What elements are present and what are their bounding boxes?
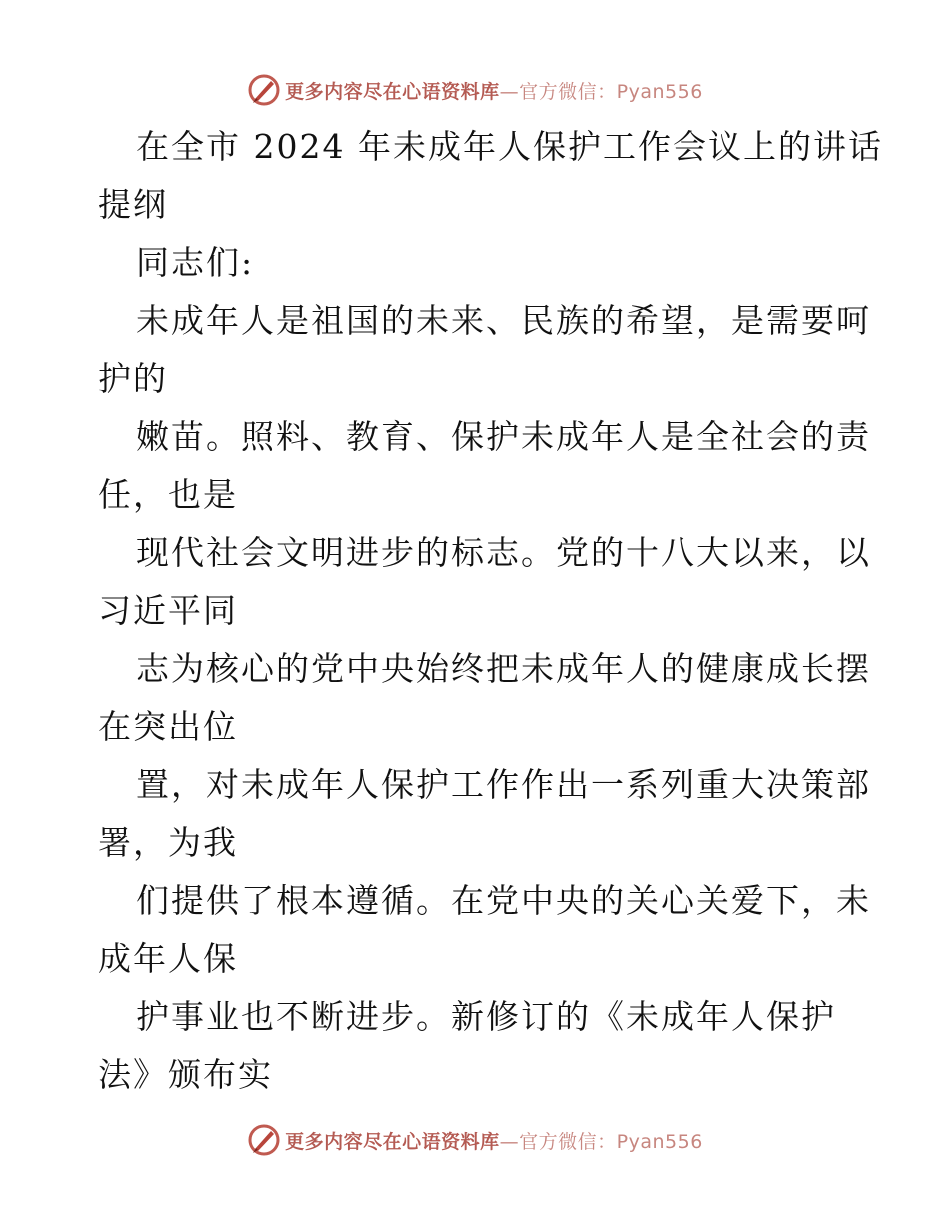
document-line: 护事业也不断进步。新修订的《未成年人保护 — [136, 997, 836, 1036]
document-line: 嫩苗。照料、教育、保护未成年人是全社会的责 — [136, 417, 871, 456]
document-line: 未成年人是祖国的未来、民族的希望，是需要呵 — [136, 301, 871, 340]
document-line: 在全市 2024 年未成年人保护工作会议上的讲话 — [136, 127, 883, 166]
header-brand: 更多内容尽在心语资料库 — [285, 80, 500, 103]
quill-logo-icon — [247, 1123, 281, 1157]
document-line: 置，对未成年人保护工作作出一系列重大决策部 — [136, 765, 871, 804]
document-line: 成年人保 — [98, 939, 238, 978]
document-line: 法》颁布实 — [98, 1055, 273, 1094]
document-line: 志为核心的党中央始终把未成年人的健康成长摆 — [136, 649, 871, 688]
quill-logo-icon — [247, 73, 281, 107]
document-line: 在突出位 — [98, 707, 238, 746]
document-line: 现代社会文明进步的标志。党的十八大以来，以 — [136, 533, 871, 572]
footer-banner-text — [285, 1127, 703, 1154]
footer-banner — [0, 1120, 950, 1160]
document-line: 任，也是 — [98, 475, 238, 514]
document-line: 们提供了根本遵循。在党中央的关心关爱下，未 — [136, 881, 871, 920]
header-banner-text — [285, 77, 703, 104]
header-banner — [0, 70, 950, 110]
header-contact: —官方微信：Pyan556 — [499, 80, 703, 103]
document-line: 护的 — [98, 359, 168, 398]
document-line: 提纲 — [98, 185, 168, 224]
footer-contact: —官方微信：Pyan556 — [499, 1130, 703, 1153]
footer-brand: 更多内容尽在心语资料库 — [285, 1130, 500, 1153]
document-line: 署，为我 — [98, 823, 238, 862]
document-body — [98, 118, 883, 1104]
document-line: 习近平同 — [98, 591, 238, 630]
document-line: 同志们: — [136, 243, 255, 282]
